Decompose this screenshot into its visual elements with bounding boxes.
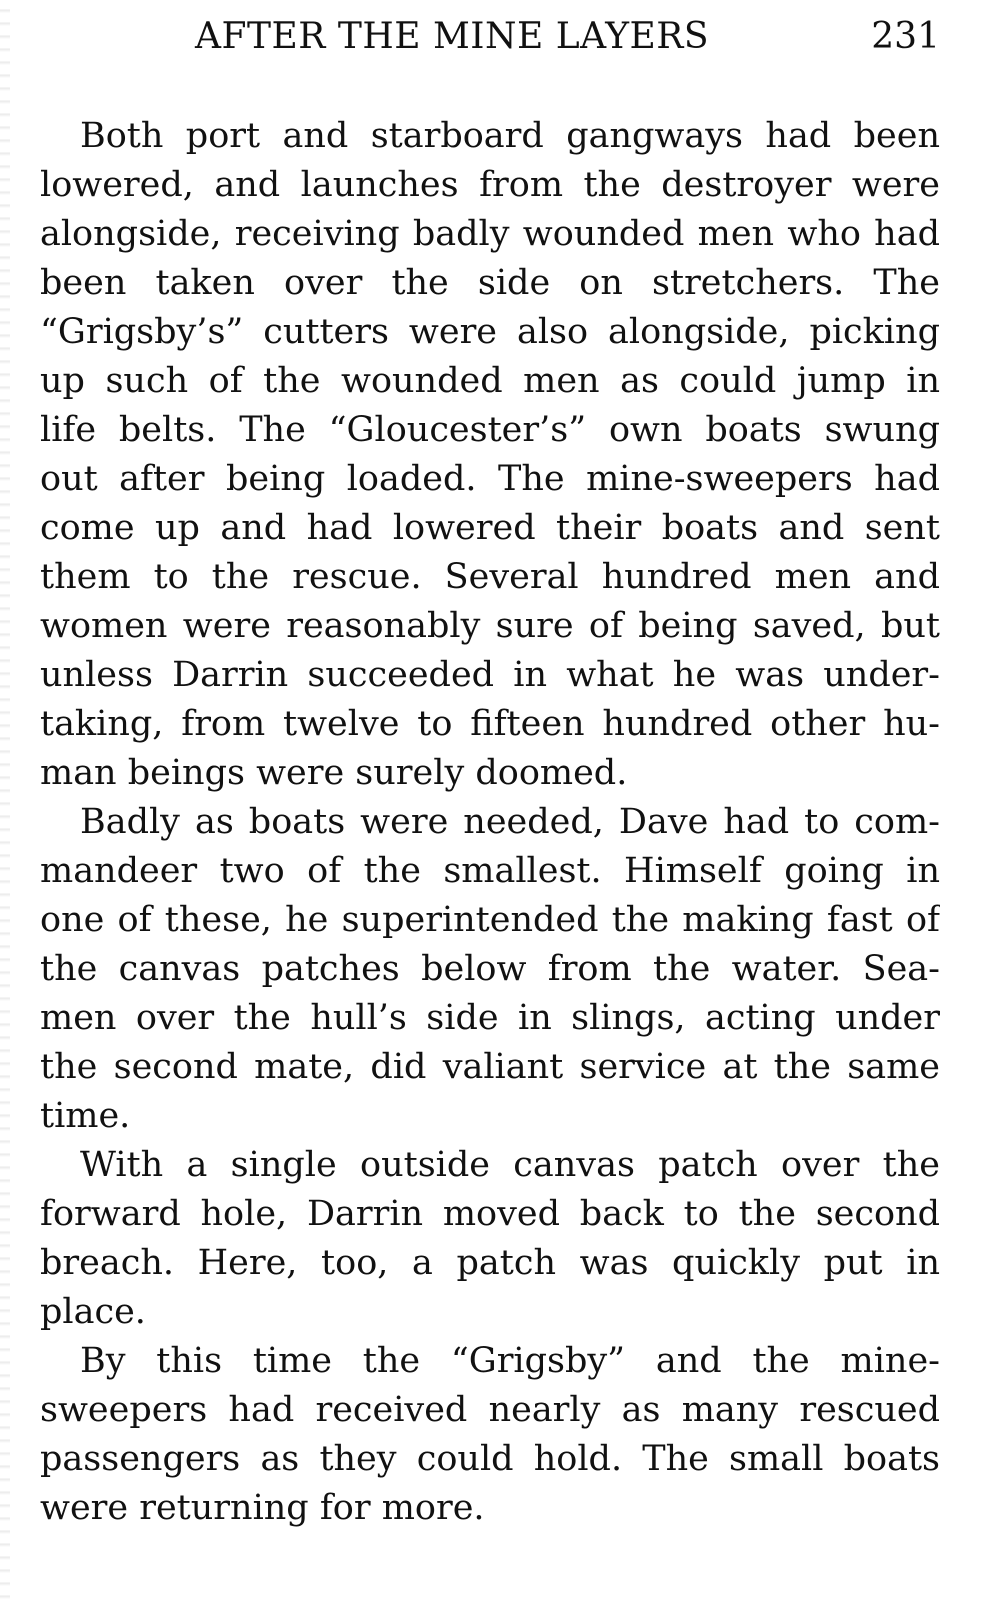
paragraph [40, 1337, 940, 1533]
text-line: life belts. The “Gloucester’s” own boats swung [40, 410, 940, 450]
text-line: breach. Here, too, a patch was quickly put in [40, 1243, 940, 1283]
text-line: mandeer two of the smallest. Himself going in [40, 851, 940, 891]
text-line: Both port and starboard gangways had been [80, 116, 940, 156]
text-line: Badly as boats were needed, Dave had to com- [80, 802, 940, 842]
text-line: were returning for more. [40, 1488, 485, 1528]
text-line: passengers as they could hold. The small boats [40, 1439, 940, 1479]
paragraph [40, 112, 940, 798]
text-line: time. [40, 1096, 131, 1136]
text-line: women were reasonably sure of being saved, but [40, 606, 940, 646]
text-line: men over the hull’s side in slings, acting under [40, 998, 940, 1038]
body-text [40, 112, 940, 1533]
text-line: come up and had lowered their boats and sent [40, 508, 940, 548]
text-line: With a single outside canvas patch over the [80, 1145, 940, 1185]
text-line: “Grigsby’s” cutters were also alongside, picking [40, 312, 940, 352]
text-line: man beings were surely doomed. [40, 753, 628, 793]
text-line: place. [40, 1292, 146, 1332]
text-line: taking, from twelve to fifteen hundred other hu- [40, 704, 940, 744]
text-line: up such of the wounded men as could jump in [40, 361, 940, 401]
running-title: AFTER THE MINE LAYERS [195, 16, 710, 57]
paragraph [40, 1141, 940, 1337]
text-line: unless Darrin succeeded in what he was under- [40, 655, 940, 695]
text-line: forward hole, Darrin moved back to the second [40, 1194, 940, 1234]
text-line: By this time the “Grigsby” and the mine- [80, 1341, 940, 1381]
page-header [40, 14, 940, 64]
text-line: alongside, receiving badly wounded men who had [40, 214, 940, 254]
text-line: lowered, and launches from the destroyer were [40, 165, 940, 205]
text-line: sweepers had received nearly as many rescued [40, 1390, 940, 1430]
text-line: them to the rescue. Several hundred men and [40, 557, 940, 597]
text-line: the second mate, did valiant service at the same [40, 1047, 940, 1087]
text-line: the canvas patches below from the water. Sea- [40, 949, 940, 989]
page-number: 231 [871, 16, 940, 57]
paragraph [40, 798, 940, 1141]
scan-binding-edge [0, 0, 10, 1602]
text-line: out after being loaded. The mine-sweepers had [40, 459, 940, 499]
text-line: one of these, he superintended the making fast of [40, 900, 940, 940]
text-line: been taken over the side on stretchers. The [40, 263, 940, 303]
